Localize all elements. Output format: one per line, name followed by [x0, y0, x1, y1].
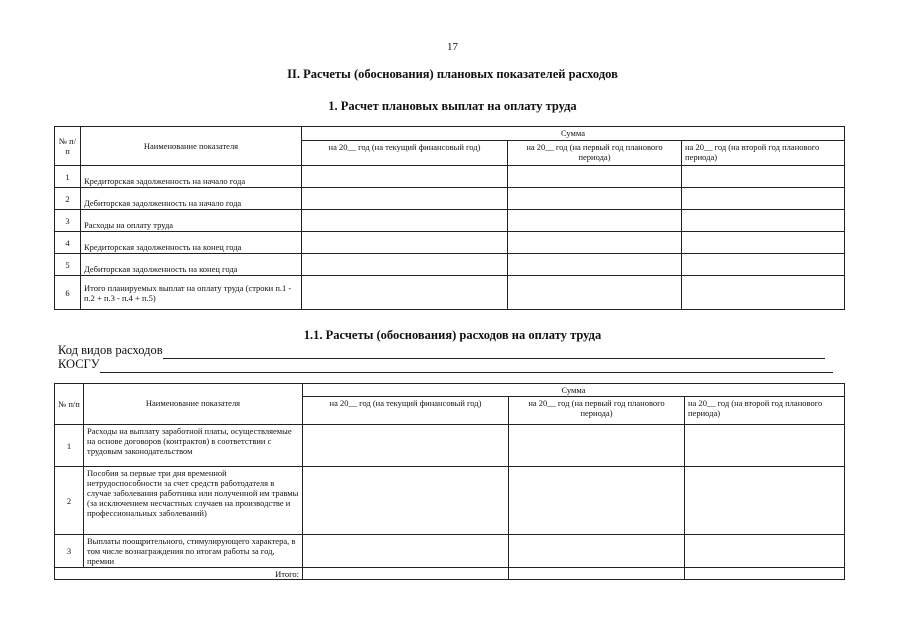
col-year1-header: на 20__ год (на текущий финансовый год) [302, 140, 508, 165]
col-num-header: № п/п [55, 384, 84, 425]
row-num: 4 [55, 232, 81, 254]
row-name: Дебиторская задолженность на конец года [81, 254, 302, 276]
col-sum-header: Сумма [303, 384, 845, 397]
col-year3-header: на 20__ год (на второй год планового периода) [685, 397, 845, 425]
row-num: 1 [55, 425, 84, 467]
cell-year1 [303, 535, 509, 568]
row-name: Выплаты поощрительного, стимулирующего характера, в том числе вознаграждения по итогам работы за год, премии [84, 535, 303, 568]
cell-year3 [682, 254, 845, 276]
cell-year1 [303, 425, 509, 467]
cell-year2 [509, 467, 685, 535]
row-name: Расходы на оплату труда [81, 210, 302, 232]
heading-section-1: 1. Расчет плановых выплат на оплату труда [328, 99, 577, 113]
table-row [55, 188, 845, 210]
kosgu-blank [100, 357, 833, 373]
table-row [55, 210, 845, 232]
cell-year3 [682, 210, 845, 232]
row-name: Кредиторская задолженность на начало года [81, 166, 302, 188]
row-num: 6 [55, 276, 81, 310]
col-num-header: № п/п [55, 127, 81, 166]
row-name: Кредиторская задолженность на конец года [81, 232, 302, 254]
kosgu-line [58, 357, 833, 373]
heading-main: II. Расчеты (обоснования) плановых показателей расходов [287, 67, 618, 81]
cell-year2 [508, 166, 682, 188]
cell-total-year1 [303, 568, 509, 580]
col-name-header: Наименование показателя [84, 384, 303, 425]
col-year2-header: на 20__ год (на первый год планового периода) [509, 397, 685, 425]
col-name-header: Наименование показателя [81, 127, 302, 166]
row-name: Расходы на выплату заработной платы, осуществляемые на основе договоров (контрактов) в соответствии с трудовым законодательством [84, 425, 303, 467]
expense-type-code-label: Код видов расходов [58, 343, 163, 357]
cell-year1 [303, 467, 509, 535]
page-number: 17 [447, 41, 458, 53]
total-label: Итого: [55, 568, 303, 580]
table-payroll-payments [54, 126, 845, 310]
table-row [55, 254, 845, 276]
row-num: 5 [55, 254, 81, 276]
row-name: Пособия за первые три дня временной нетрудоспособности за счет средств работодателя в случае заболевания работника или полученной им травмы (за исключением несчастных случаев на производстве и профессиональных заболеваний) [84, 467, 303, 535]
row-num: 3 [55, 535, 84, 568]
table-row [55, 232, 845, 254]
cell-year2 [508, 276, 682, 310]
cell-year3 [682, 276, 845, 310]
cell-total-year3 [685, 568, 845, 580]
row-num: 2 [55, 188, 81, 210]
cell-year2 [509, 425, 685, 467]
table-row [55, 166, 845, 188]
cell-year2 [509, 535, 685, 568]
kosgu-label: КОСГУ [58, 357, 100, 371]
row-num: 3 [55, 210, 81, 232]
cell-year1 [302, 166, 508, 188]
table-total-row [55, 568, 845, 580]
cell-year3 [682, 188, 845, 210]
row-num: 1 [55, 166, 81, 188]
cell-year2 [508, 254, 682, 276]
row-name: Дебиторская задолженность на начало года [81, 188, 302, 210]
cell-year3 [685, 535, 845, 568]
row-num: 2 [55, 467, 84, 535]
table-row [55, 467, 845, 535]
col-year3-header: на 20__ год (на второй год планового периода) [682, 140, 845, 165]
cell-year3 [682, 166, 845, 188]
cell-year3 [685, 467, 845, 535]
cell-year2 [508, 232, 682, 254]
cell-year1 [302, 210, 508, 232]
row-name: Итого планируемых выплат на оплату труда (строки п.1 - п.2 + п.3 - п.4 + п.5) [81, 276, 302, 310]
cell-year3 [682, 232, 845, 254]
heading-section-1-1: 1.1. Расчеты (обоснования) расходов на оплату труда [303, 328, 602, 342]
col-year1-header: на 20__ год (на текущий финансовый год) [303, 397, 509, 425]
cell-total-year2 [509, 568, 685, 580]
col-sum-header: Сумма [302, 127, 845, 141]
cell-year1 [302, 254, 508, 276]
col-year2-header: на 20__ год (на первый год планового периода) [508, 140, 682, 165]
cell-year1 [302, 232, 508, 254]
table-row [55, 425, 845, 467]
cell-year2 [508, 188, 682, 210]
cell-year2 [508, 210, 682, 232]
cell-year1 [302, 276, 508, 310]
cell-year1 [302, 188, 508, 210]
table-row [55, 535, 845, 568]
table-row [55, 276, 845, 310]
table-payroll-expenses [54, 383, 845, 580]
cell-year3 [685, 425, 845, 467]
